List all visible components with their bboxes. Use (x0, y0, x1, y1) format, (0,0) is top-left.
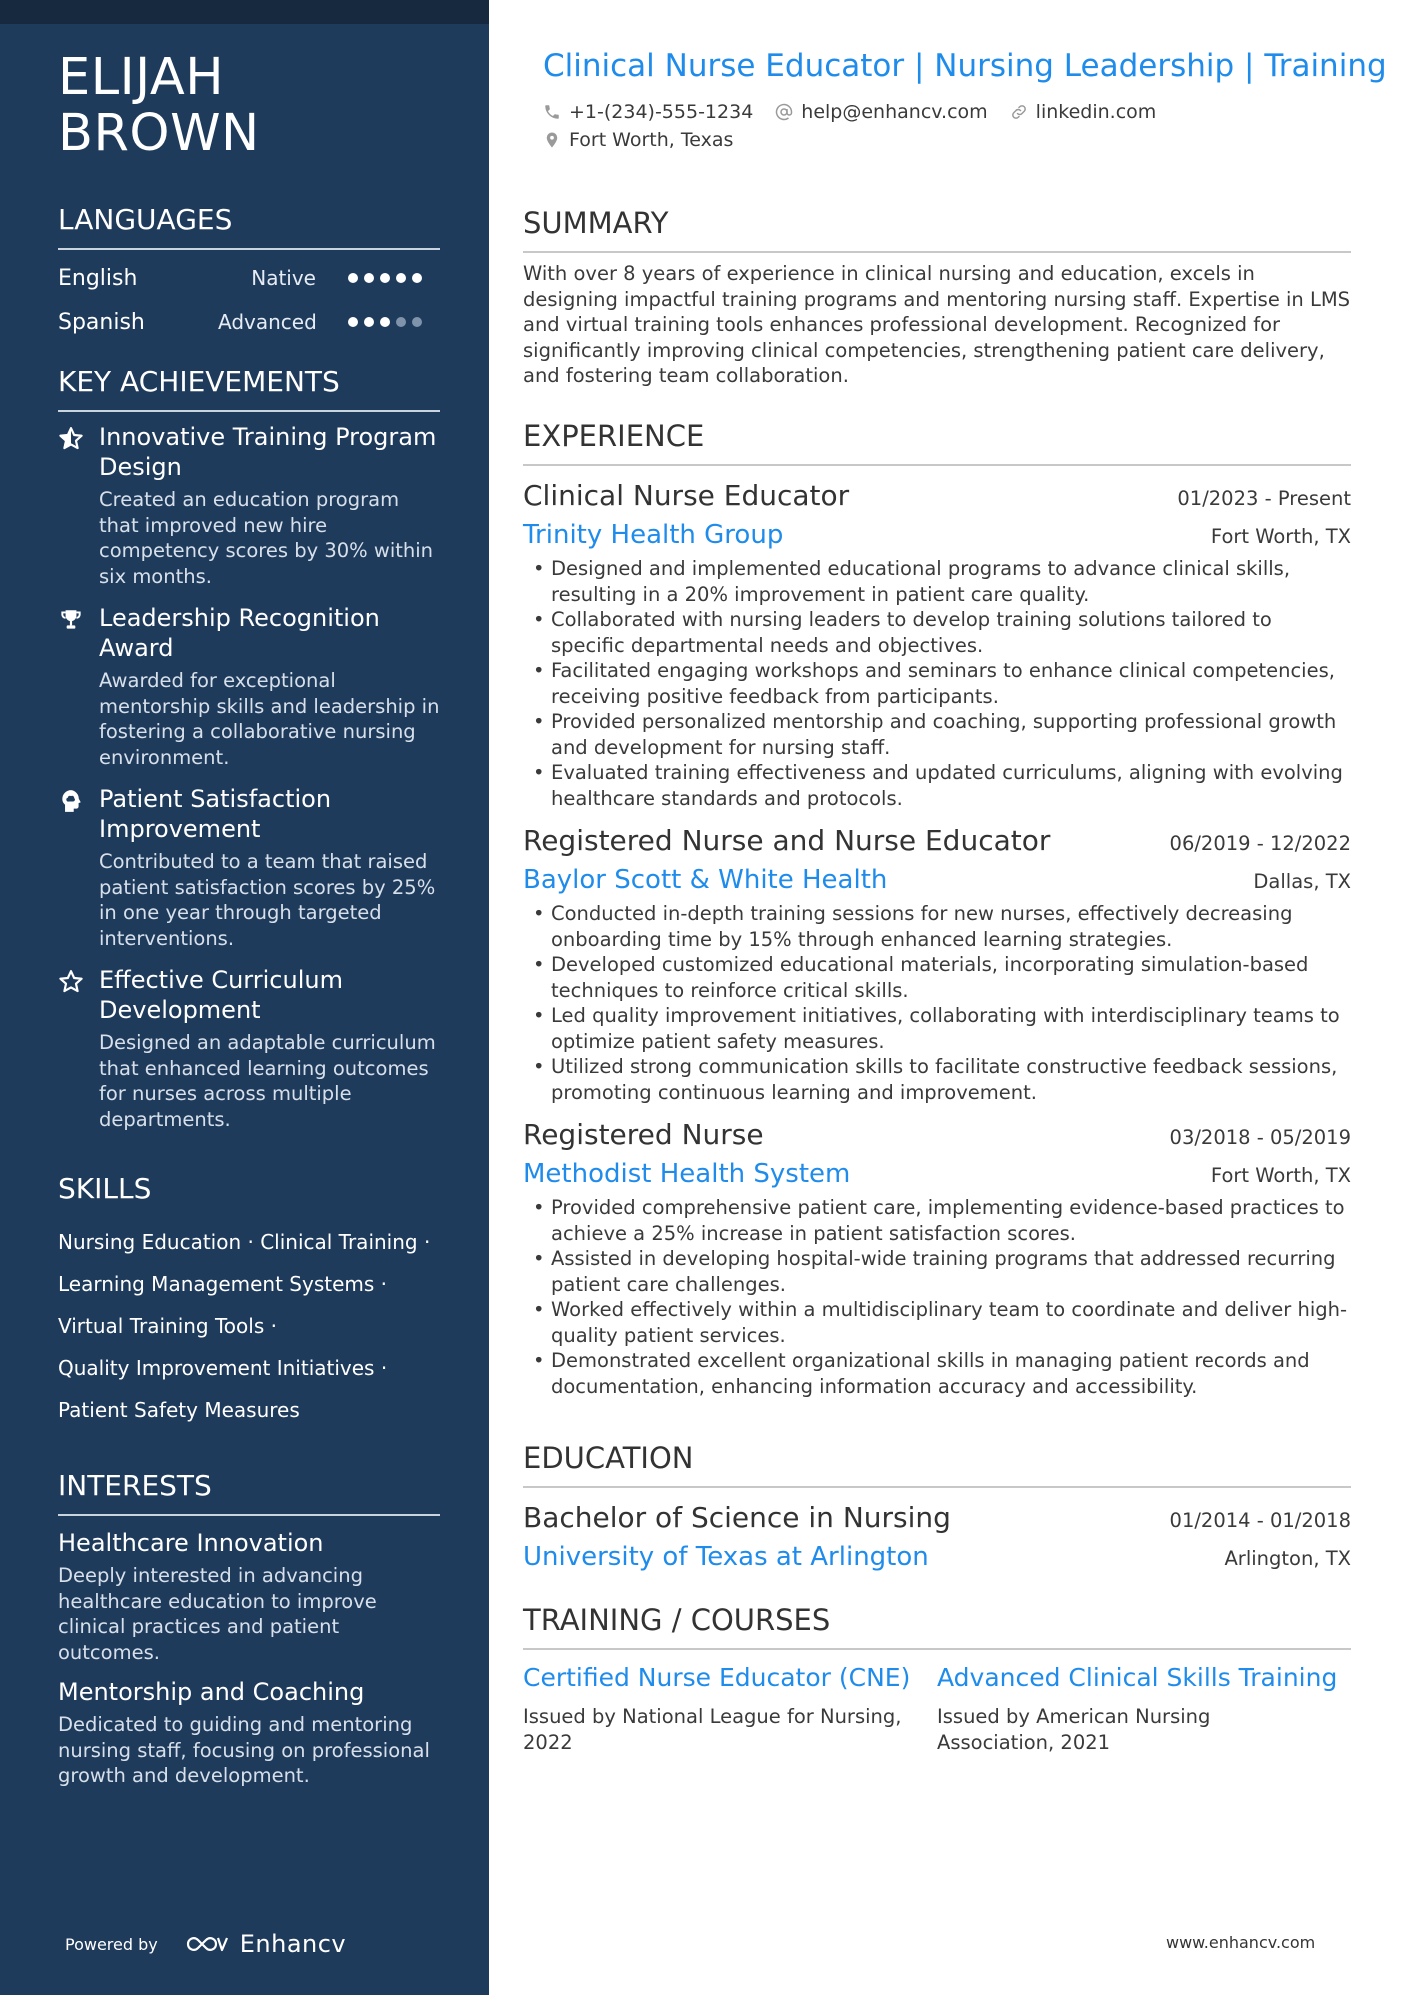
sidebar (0, 0, 489, 1995)
rating-dot (380, 317, 390, 327)
achievement-item (58, 965, 440, 1132)
job-dates: 01/2023 - Present (1177, 487, 1351, 510)
achievement-desc: Contributed to a team that raised patient satisfaction scores by 25% in one year through targeted interventions. (99, 850, 436, 950)
location-pin-icon (543, 131, 561, 149)
education-section (523, 1440, 1351, 1574)
job-bullet: • Conducted in-depth training sessions for new nurses, effectively decreasing onboarding time by 15% through enhanced learning strategies. (523, 901, 1351, 952)
rating-dot (364, 273, 374, 283)
achievement-desc: Awarded for exceptional mentorship skills and leadership in fostering a collaborative nursing environment. (99, 669, 440, 769)
course-title: Certified Nurse Educator (CNE) (523, 1663, 911, 1692)
degree-title: Bachelor of Science in Nursing (523, 1501, 951, 1534)
job-bullet: • Demonstrated excellent organizational skills in managing patient records and documentation, enhancing information accuracy and accessibility. (523, 1348, 1351, 1399)
location-text: Fort Worth, Texas (569, 129, 734, 151)
interests-section (58, 1468, 440, 1789)
rating-dot (396, 317, 406, 327)
achievement-title: Effective Curriculum Development (99, 966, 343, 1024)
job-title: Registered Nurse (523, 1118, 764, 1151)
enhancv-logo-text: Enhancv (239, 1930, 347, 1958)
achievement-title: Innovative Training Program Design (99, 423, 437, 481)
rating-dot (348, 317, 358, 327)
enhancv-logo-icon (184, 1932, 230, 1956)
job-bullet: • Provided personalized mentorship and coaching, supporting professional growth and development for nursing staff. (523, 709, 1351, 760)
contact-info (543, 98, 1178, 154)
summary-heading: SUMMARY (523, 205, 1351, 253)
job-dates: 06/2019 - 12/2022 (1169, 832, 1351, 855)
training-section (523, 1602, 1351, 1755)
language-rating (348, 317, 422, 327)
phone-icon (543, 103, 561, 121)
star-outline-icon (58, 969, 84, 995)
interest-item (58, 1677, 440, 1789)
job-bullets (523, 901, 1351, 1105)
email-contact[interactable] (775, 101, 987, 123)
name-first: ELIJAH (58, 48, 225, 107)
language-name: English (58, 265, 138, 291)
job-location: Fort Worth, TX (1210, 1164, 1351, 1187)
linkedin-contact[interactable] (1010, 101, 1157, 123)
course-item (523, 1662, 937, 1755)
course-item (937, 1662, 1351, 1755)
rating-dot (412, 317, 422, 327)
job-bullet: • Worked effectively within a multidisciplinary team to coordinate and deliver high-quality patient services. (523, 1297, 1351, 1348)
skill-line: Learning Management Systems · (58, 1272, 388, 1296)
education-entry (523, 1500, 1351, 1574)
rating-dot (396, 273, 406, 283)
skill-line: Nursing Education · Clinical Training · (58, 1230, 431, 1254)
job-bullet: • Utilized strong communication skills to facilitate constructive feedback sessions, promoting continuous learning and improvement. (523, 1054, 1351, 1105)
experience-heading: EXPERIENCE (523, 418, 1351, 466)
languages-section (58, 202, 440, 344)
job-bullet: • Facilitated engaging workshops and seminars to enhance clinical competencies, receiving positive feedback from participants. (523, 658, 1351, 709)
skills-section (58, 1171, 440, 1431)
achievement-item (58, 784, 440, 951)
interest-desc: Dedicated to guiding and mentoring nursing staff, focusing on professional growth and development. (58, 1713, 430, 1787)
language-level: Advanced (218, 310, 317, 334)
sidebar-top-bar (0, 0, 489, 24)
at-icon (775, 103, 793, 121)
language-row (58, 300, 440, 344)
summary-text: With over 8 years of experience in clinical nursing and education, excels in designing impactful training programs and mentoring nursing staff. Expertise in LMS and virtual training tools enhances professional development. Recognized for significantly improving clinical competencies, strengthening patient care delivery, and fostering team collaboration. (523, 262, 1351, 387)
rating-dot (380, 273, 390, 283)
language-level: Native (251, 266, 316, 290)
powered-by-label: Powered by (65, 1934, 158, 1954)
skills-list (58, 1221, 440, 1431)
languages-heading: LANGUAGES (58, 202, 440, 250)
school-location: Arlington, TX (1224, 1547, 1351, 1570)
language-row (58, 256, 440, 300)
achievement-item (58, 422, 440, 589)
job-dates: 03/2018 - 05/2019 (1169, 1126, 1351, 1149)
school-name: University of Texas at Arlington (523, 1542, 929, 1572)
education-heading: EDUCATION (523, 1440, 1351, 1488)
summary-section (523, 205, 1351, 389)
name-last: BROWN (58, 104, 260, 163)
location-contact (543, 129, 733, 151)
job-location: Dallas, TX (1253, 870, 1351, 893)
skill-line: Patient Safety Measures (58, 1398, 300, 1422)
interest-desc: Deeply interested in advancing healthcare education to improve clinical practices and patient outcomes. (58, 1564, 377, 1664)
job-bullet: • Evaluated training effectiveness and updated curriculums, aligning with evolving healthcare standards and protocols. (523, 760, 1351, 811)
experience-section (523, 418, 1351, 1399)
enhancv-logo[interactable] (184, 1930, 346, 1958)
rating-dot (364, 317, 374, 327)
achievement-title: Patient Satisfaction Improvement (99, 785, 332, 843)
star-half-icon (58, 426, 84, 452)
head-brain-icon (58, 788, 84, 814)
job-bullet: • Led quality improvement initiatives, collaborating with interdisciplinary teams to optimize patient safety measures. (523, 1003, 1351, 1054)
course-desc: Issued by American Nursing Association, 2021 (937, 1705, 1211, 1754)
job-company: Methodist Health System (523, 1159, 851, 1189)
email-text: help@enhancv.com (801, 101, 988, 123)
course-title: Advanced Clinical Skills Training (937, 1663, 1338, 1692)
job-company: Trinity Health Group (523, 520, 784, 550)
phone-text: +1-(234)-555-1234 (569, 101, 754, 123)
job-location: Fort Worth, TX (1210, 525, 1351, 548)
training-heading: TRAINING / COURSES (523, 1602, 1351, 1650)
job-bullet: • Developed customized educational materials, incorporating simulation-based techniques to reinforce critical skills. (523, 952, 1351, 1003)
job-title: Registered Nurse and Nurse Educator (523, 824, 1051, 857)
language-rating (348, 273, 422, 283)
job-entry (523, 823, 1351, 1105)
job-bullet: • Assisted in developing hospital-wide training programs that addressed recurring patient care challenges. (523, 1246, 1351, 1297)
skills-heading: SKILLS (58, 1172, 152, 1205)
linkedin-text: linkedin.com (1035, 101, 1157, 123)
language-name: Spanish (58, 309, 145, 335)
rating-dot (412, 273, 422, 283)
candidate-name (58, 50, 260, 162)
job-bullets (523, 556, 1351, 811)
job-entry (523, 1117, 1351, 1399)
link-icon (1010, 103, 1028, 121)
job-company: Baylor Scott & White Health (523, 865, 888, 895)
interest-title: Mentorship and Coaching (58, 1678, 365, 1706)
achievements-section (58, 364, 440, 1132)
skill-line: Virtual Training Tools · (58, 1314, 277, 1338)
course-desc: Issued by National League for Nursing, 2022 (523, 1705, 902, 1754)
achievement-desc: Created an education program that improved new hire competency scores by 30% within six months. (99, 488, 434, 588)
achievement-title: Leadership Recognition Award (99, 604, 380, 662)
job-entry (523, 478, 1351, 811)
rating-dot (348, 273, 358, 283)
education-dates: 01/2014 - 01/2018 (1169, 1509, 1351, 1532)
job-bullet: • Collaborated with nursing leaders to develop training solutions tailored to specific departmental needs and objectives. (523, 607, 1351, 658)
job-bullets (523, 1195, 1351, 1399)
job-title: Clinical Nurse Educator (523, 479, 850, 512)
skill-line: Quality Improvement Initiatives · (58, 1356, 388, 1380)
achievements-heading: KEY ACHIEVEMENTS (58, 364, 440, 412)
job-bullet: • Designed and implemented educational programs to advance clinical skills, resulting in a 20% improvement in patient care quality. (523, 556, 1351, 607)
trophy-icon (58, 607, 84, 633)
powered-by (65, 1930, 346, 1958)
achievement-desc: Designed an adaptable curriculum that enhanced learning outcomes for nurses across multiple departments. (99, 1031, 436, 1131)
achievement-item (58, 603, 440, 770)
job-bullet: • Provided comprehensive patient care, implementing evidence-based practices to achieve a 25% increase in patient satisfaction scores. (523, 1195, 1351, 1246)
interest-title: Healthcare Innovation (58, 1529, 324, 1557)
interest-item (58, 1528, 440, 1665)
phone-contact[interactable] (543, 101, 753, 123)
footer-url[interactable]: www.enhancv.com (1166, 1933, 1316, 1952)
headline: Clinical Nurse Educator | Nursing Leadership | Training (543, 48, 1387, 84)
interests-heading: INTERESTS (58, 1468, 440, 1516)
